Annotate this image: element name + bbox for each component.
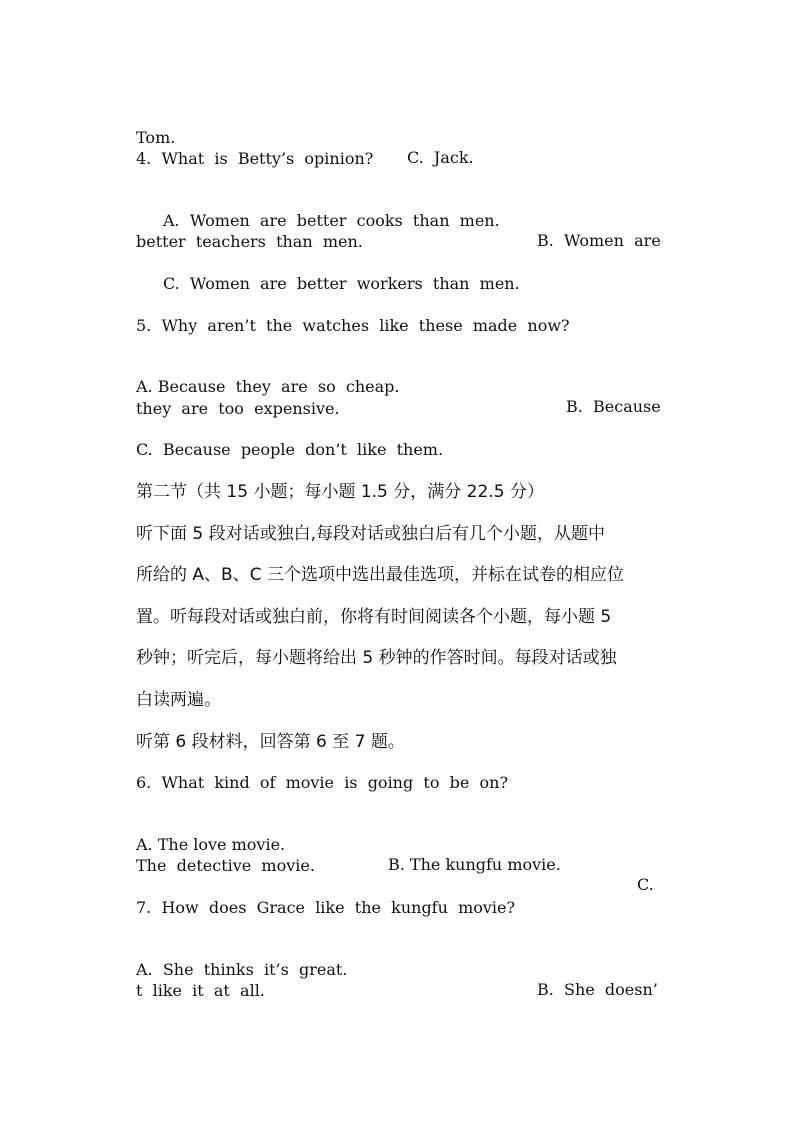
q5-option-b-start: B. Because xyxy=(566,397,661,416)
q3-option-c: C. Jack. xyxy=(407,148,474,167)
q5-option-a: A. Because they are so cheap. xyxy=(136,377,400,396)
q4-option-b-cont: better teachers than men. xyxy=(136,232,363,251)
q5-option-b-cont: they are too expensive. xyxy=(136,399,340,418)
q4-question: 4. What is Betty’s opinion? xyxy=(136,149,374,168)
q3-option-b-fragment: Tom. xyxy=(136,128,176,147)
q4-options-row-1 xyxy=(136,191,661,271)
q6-question: 6. What kind of movie is going to be on? xyxy=(136,773,509,792)
instruction-line-5: 白读两遍。 xyxy=(136,690,221,710)
q4-option-c: C. Women are better workers than men. xyxy=(163,274,520,293)
instruction-line-4: 秒钟；听完后，每小题将给出 5 秒钟的作答时间。每段对话或独 xyxy=(136,648,617,668)
q7-options-row-1 xyxy=(136,940,658,1020)
q6-option-b: B. The kungfu movie. xyxy=(388,855,561,874)
q7-option-b-cont: t like it at all. xyxy=(136,981,265,1000)
q7-option-a: A. She thinks it’s great. xyxy=(136,960,348,979)
q3-options-row xyxy=(136,108,658,188)
instruction-line-2: 所给的 A、B、C 三个选项中选出最佳选项，并标在试卷的相应位 xyxy=(136,565,624,585)
q6-option-c-label: C. xyxy=(637,875,654,894)
q7-option-b-start: B. She doesn’ xyxy=(537,980,658,999)
q5-option-c: C. Because people don’t like them. xyxy=(136,440,444,459)
q5-question: 5. Why aren’t the watches like these made now? xyxy=(136,316,570,335)
q6-option-a: A. The love movie. xyxy=(136,835,286,854)
q7-question: 7. How does Grace like the kungfu movie? xyxy=(136,898,516,917)
q4-option-a: A. Women are better cooks than men. xyxy=(163,211,500,230)
section-2-heading: 第二节（共 15 小题；每小题 1.5 分，满分 22.5 分） xyxy=(136,482,544,502)
instruction-line-3: 置。听每段对话或独白前，你将有时间阅读各个小题，每小题 5 xyxy=(136,607,612,627)
q5-options-row-1 xyxy=(136,357,661,437)
passage-6-instruction: 听第 6 段材料，回答第 6 至 7 题。 xyxy=(136,732,405,752)
instruction-line-1: 听下面 5 段对话或独白,每段对话或独白后有几个小题，从题中 xyxy=(136,524,606,544)
q6-option-c-cont: The detective movie. xyxy=(136,856,315,875)
q4-option-b-start: B. Women are xyxy=(537,231,661,250)
